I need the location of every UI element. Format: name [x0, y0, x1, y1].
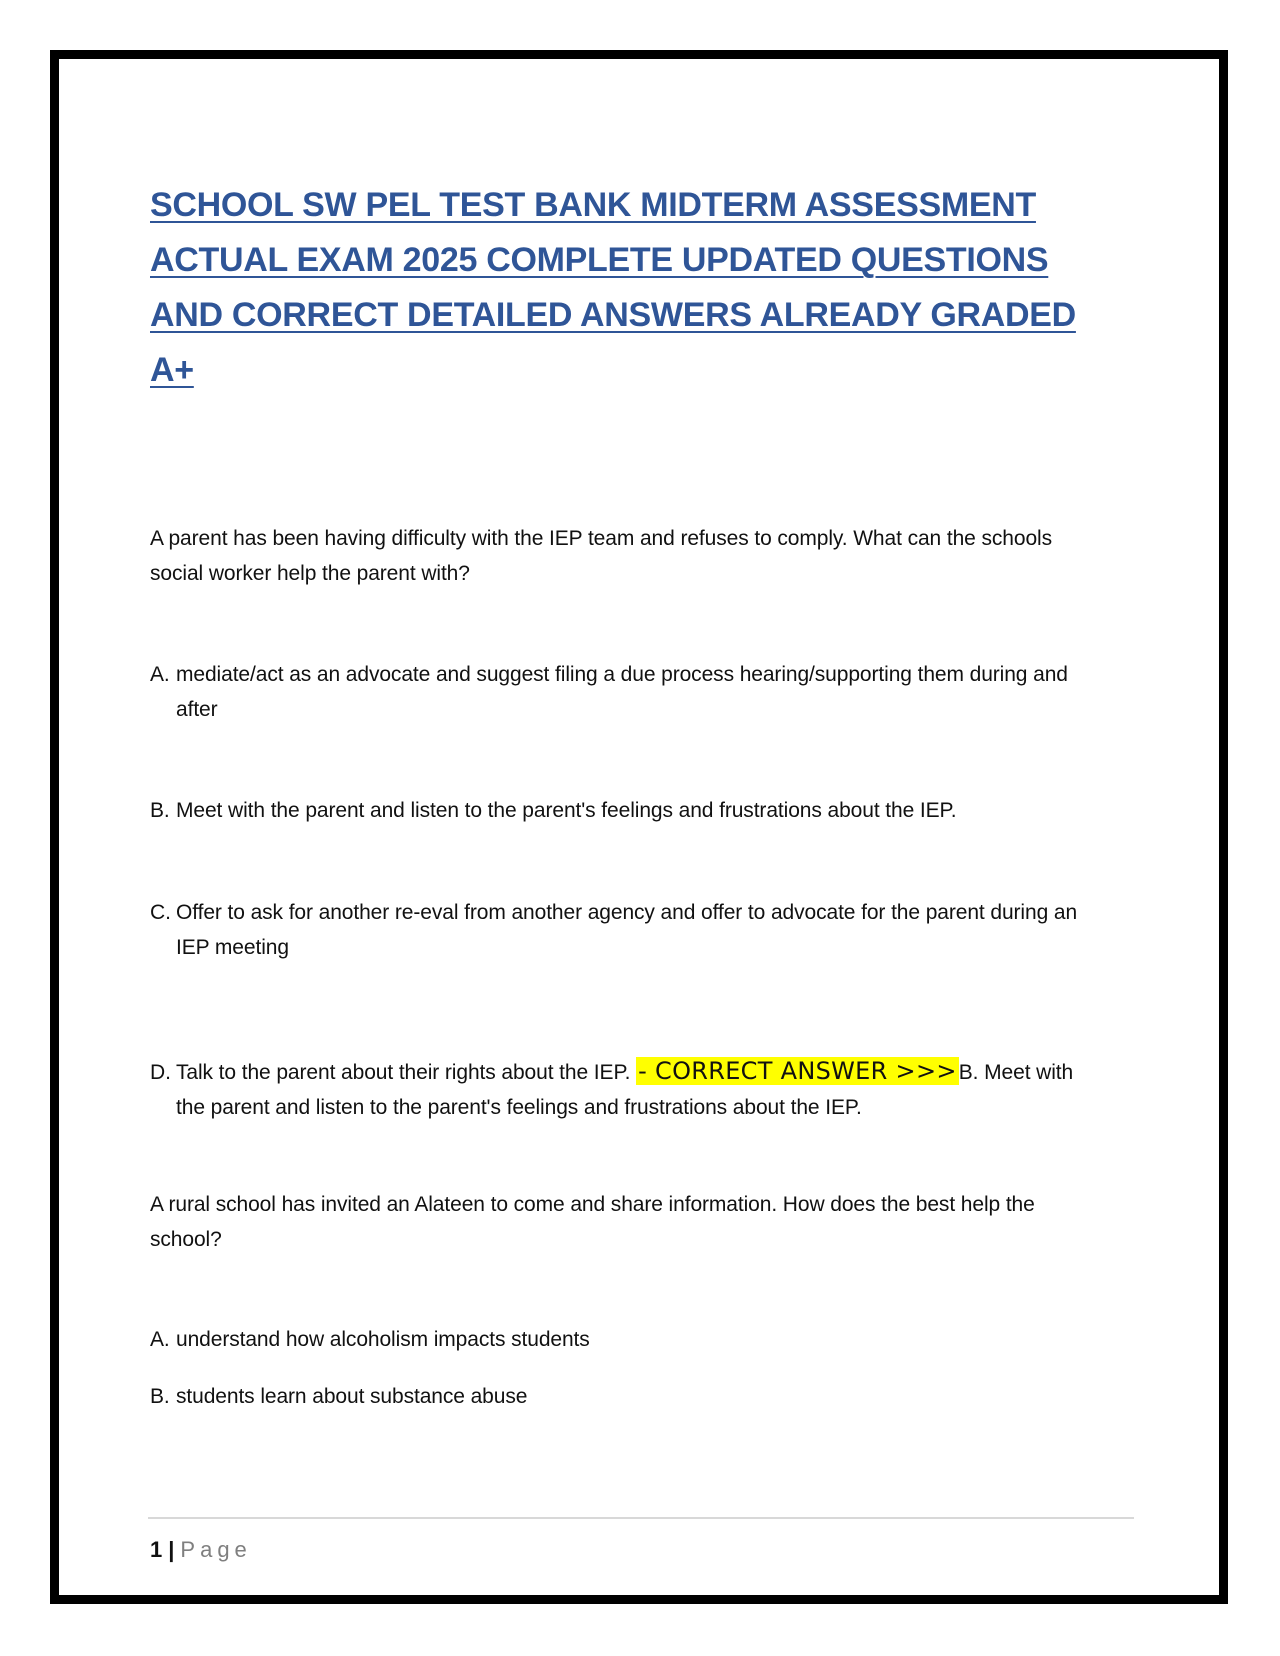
option-text: Offer to ask for another re-eval from another agency and offer to advocate for the parent during an IEP meeting — [176, 901, 1078, 959]
question-1-text: A parent has been having difficulty with the IEP team and refuses to comply. What can the schools social worker help the parent with? — [150, 527, 1052, 585]
option-text: Talk to the parent about their rights about the IEP. — [176, 1061, 637, 1084]
option-text: Meet with the parent and listen to the parent's feelings and frustrations about the IEP. — [176, 799, 957, 822]
option-letter: B. — [150, 799, 170, 822]
question-2-option-a — [150, 1322, 1100, 1357]
footer-divider — [148, 1517, 1134, 1519]
footer-separator: | — [168, 1537, 175, 1562]
page-footer — [150, 1535, 252, 1565]
correct-answer-marker: - CORRECT ANSWER >>> — [638, 1057, 957, 1085]
option-text: mediate/act as an advocate and suggest filing a due process hearing/supporting them during and after — [176, 663, 1068, 721]
question-1-option-a — [150, 657, 1100, 727]
page-label: Page — [180, 1537, 252, 1562]
option-letter: B. — [150, 1385, 170, 1408]
option-letter: D. — [150, 1061, 171, 1084]
option-text: understand how alcoholism impacts students — [176, 1328, 590, 1351]
question-1-option-d — [150, 1054, 1100, 1125]
question-1-option-c — [150, 895, 1100, 965]
option-letter: C. — [150, 901, 171, 924]
page-number: 1 — [150, 1537, 163, 1562]
question-1-option-b — [150, 793, 1100, 828]
correct-answer-text: B. Meet with the parent and listen to the parent's feelings and frustrations about the IEP. — [176, 1061, 1074, 1119]
question-2-text: A rural school has invited an Alateen to come and share information. How does the best help the school? — [150, 1193, 1035, 1251]
document-title: SCHOOL SW PEL TEST BANK MIDTERM ASSESSMENT ACTUAL EXAM 2025 COMPLETE UPDATED QUESTIONS AND CORRECT DETAILED ANSWERS ALREADY GRADED A+ — [150, 186, 1076, 389]
option-letter: A. — [150, 1328, 170, 1351]
option-letter: A. — [150, 663, 170, 686]
option-text: students learn about substance abuse — [176, 1385, 528, 1408]
question-2-option-b — [150, 1379, 1100, 1414]
